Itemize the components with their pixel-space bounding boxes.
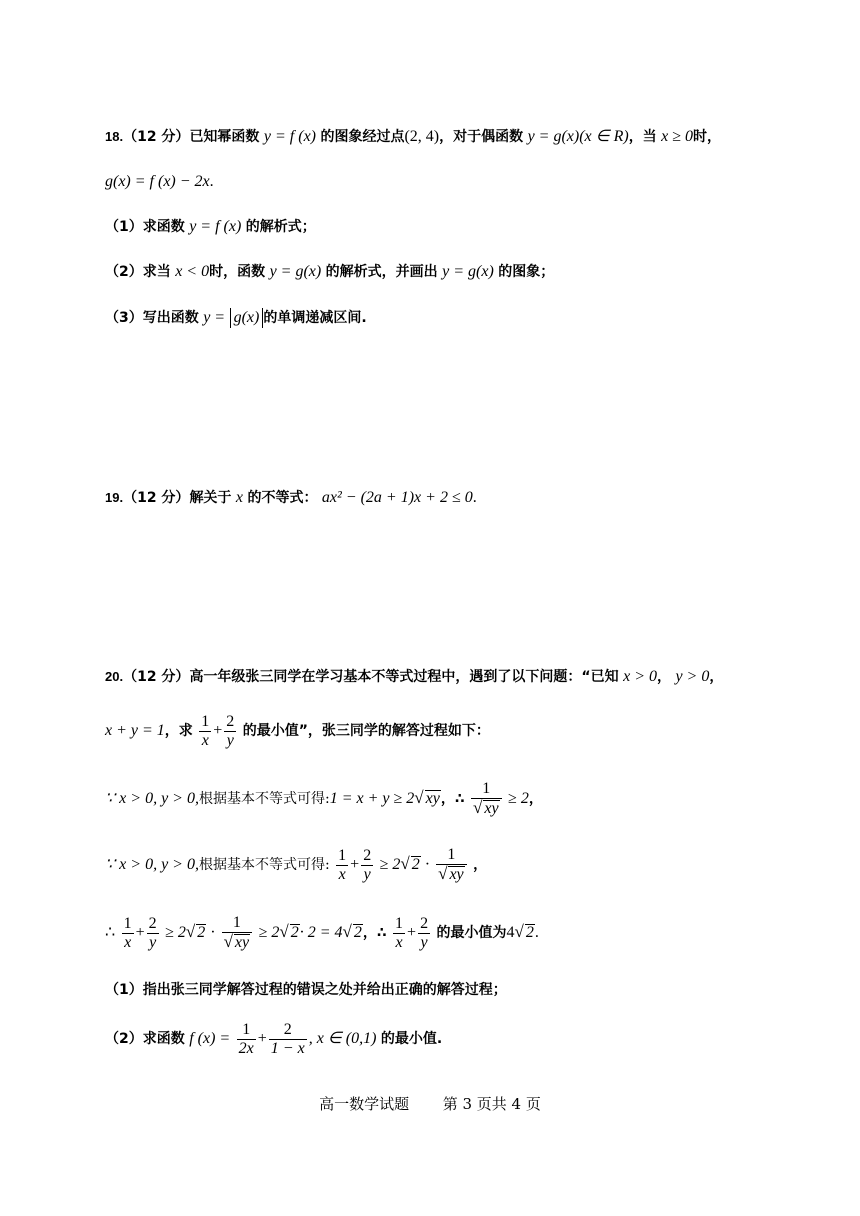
fraction-1-over-sqrt-xy: $\frac{1}{√ xy}$ [222,914,253,952]
q18-gx-def: g(x) = f (x) − 2x [105,173,210,190]
q20-comma: ， [709,669,724,685]
q18-part3 [105,308,367,328]
fraction-1-over-sqrt-xy: $\frac{1}{√ xy}$ [471,780,502,818]
fraction-1-over-x: $\frac{1}{x}$ [201,712,210,749]
q18-text: ，对于偶函数 [439,129,524,145]
q20-text: 的最小值. [380,1031,443,1047]
q20-line2: x + y = 1，求 $\frac{1}{x}$ + $\frac{2}{y}$ 的最小值”，张三同学的解答过程如下： [105,712,490,749]
q19-inequality: ax² − (2a + 1)x + 2 ≤ 0 [321,489,473,506]
q18-line2 [105,172,214,192]
footer-title: 高一数学试题 [319,1095,410,1113]
q18-text: 的单调递减区间. [263,310,367,326]
q18-text: 求当 [142,264,171,280]
q20-line1 [105,667,723,687]
q18-part3-abs: g(x) [230,308,264,328]
q20-step1-eq: 1 = x + y ≥ 2 [329,790,415,807]
fraction-1-over-x: $\frac{1}{x}$ [395,914,404,951]
q18-part2 [105,262,554,282]
q18-point: (2, 4) [404,128,440,145]
q20-therefore: ，∴ [440,791,465,807]
q19-score: （12 分） [123,490,190,506]
q19-var: x [235,489,243,506]
fraction-2-over-y: $\frac{2}{y}$ [226,712,235,749]
q18-cond: x ≥ 0 [661,128,694,145]
page-footer [0,1093,860,1114]
q18-score: （12 分） [123,129,190,145]
q19-number: 19. [105,490,124,505]
q19-line [105,488,477,508]
q18-text: 已知幂函数 [189,129,260,145]
q20-therefore: ∴ [105,924,116,941]
fraction-1-over-x: $\frac{1}{x}$ [123,914,132,951]
fraction-1-over-sqrt-xy: $\frac{1}{√ xy}$ [436,846,467,884]
q18-text: 写出函数 [142,310,199,326]
q18-text: 时，函数 [209,264,266,280]
q20-part2-label: （2） [105,1031,143,1047]
q18-part1-label: （1） [105,219,143,235]
q18-text: 求函数 [142,219,185,235]
q18-line1 [105,127,721,147]
q20-comma: ， [473,857,488,873]
fraction-1-over-x: $\frac{1}{x}$ [338,846,347,883]
q20-step3: ∴ $\frac{1}{x}$ + $\frac{2}{y}$ ≥ 2√ 2 · $\frac{1}{√ xy}$ ≥ 2√ 2· 2 = 4√ 2，∴ $\frac{1}{x}$ + $\frac{2}{y}$ 的最小值为4√ 2. [105,914,539,951]
q18-eq-gx: y = g(x)(x ∈ R) [527,128,629,145]
q18-part2-cond: x < 0 [175,263,210,280]
q20-intro: 高一年级张三同学在学习基本不等式过程中，遇到了以下问题：“已知 [189,669,619,685]
fraction-2-over-y: $\frac{2}{y}$ [148,914,157,951]
q20-cond-y: y > 0 [675,668,710,685]
q20-text: 的最小值为 [436,925,507,941]
q19-text: 的不等式： [247,490,318,506]
q18-text: 时， [693,129,722,145]
q20-cond-sum: x + y = 1 [105,722,165,739]
q20-period: . [534,924,539,941]
q20-min-value: 4 [506,924,515,941]
q20-step1: ∵ x > 0, y > 0,根据基本不等式可得:1 = x + y ≥ 2√ xy，∴ $\frac{1}{√ xy}$ ≥ 2， [105,780,543,817]
q20-ge: ≥ 2 [165,924,186,941]
q18-text: 的解析式； [245,219,316,235]
q20-part1-text: 指出张三同学解答过程的错误之处并给出正确的解答过程； [142,982,507,998]
q20-step1-ge: ≥ 2 [508,790,529,807]
q18-number: 18. [105,129,124,144]
fraction-2-over-1-minus-x: $\frac{2}{1 - x}$ [270,1020,305,1057]
q20-function: f (x) = [189,1030,231,1047]
q20-part1-label: （1） [105,982,143,998]
q20-part2: （2）求函数 f (x) = $\frac{1}{2x}$ + $\frac{2}{1 - x}$ , x ∈ (0,1) 的最小值. [105,1020,443,1057]
q18-part3-y: y = [203,309,226,326]
footer-page-number: 第 3 页共 4 页 [442,1095,541,1113]
q20-domain: , x ∈ (0,1) [308,1030,377,1047]
q20-because: ∵ x > 0, y > 0, [105,790,199,807]
q18-text: ，当 [628,129,657,145]
q18-period: . [209,173,214,190]
q18-part1 [105,217,316,237]
q20-text: 根据基本不等式可得: [198,791,330,807]
q20-score: （12 分） [123,669,190,685]
fraction-2-over-y: $\frac{2}{y}$ [420,914,429,951]
q20-part1 [105,980,507,1000]
q20-step2-ge: ≥ 2 [379,856,401,873]
fraction-1-over-2x: $\frac{1}{2x}$ [238,1020,254,1057]
q18-part2-eq: y = g(x) [269,263,322,280]
fraction-2-over-y: $\frac{2}{y}$ [363,846,372,883]
q20-text: 求函数 [142,1031,185,1047]
q20-comma: ， [657,669,671,685]
q18-part2-eq2: y = g(x) [442,263,494,280]
q20-number: 20. [105,669,124,684]
q18-text: 的图象； [498,264,555,280]
q18-text: 的解析式，并画出 [325,264,438,280]
q20-text: 的最小值”，张三同学的解答过程如下： [242,723,490,739]
q18-text: 的图象经过点 [320,129,405,145]
q20-text: ，求 [164,723,193,739]
q20-product: · 2 = 4 [299,924,343,941]
q18-part2-label: （2） [105,264,143,280]
q20-text: 根据基本不等式可得: [198,857,330,873]
q20-cond-x: x > 0 [623,668,657,685]
q18-eq-yfx: y = f (x) [263,128,316,145]
q20-comma: ， [528,791,543,807]
q20-because: ∵ x > 0, y > 0, [105,856,199,873]
q20-therefore: ，∴ [362,925,387,941]
q18-part3-label: （3） [105,310,143,326]
q19-period: . [472,489,477,506]
q18-part1-eq: y = f (x) [189,218,242,235]
q20-step2: ∵ x > 0, y > 0,根据基本不等式可得: $\frac{1}{x}$ + $\frac{2}{y}$ ≥ 2√ 2 · $\frac{1}{√ xy}$ ， [105,846,488,883]
q20-sqrt-xy: xy [425,790,440,807]
q19-text: 解关于 [189,490,232,506]
q20-ge: ≥ 2 [258,924,280,941]
